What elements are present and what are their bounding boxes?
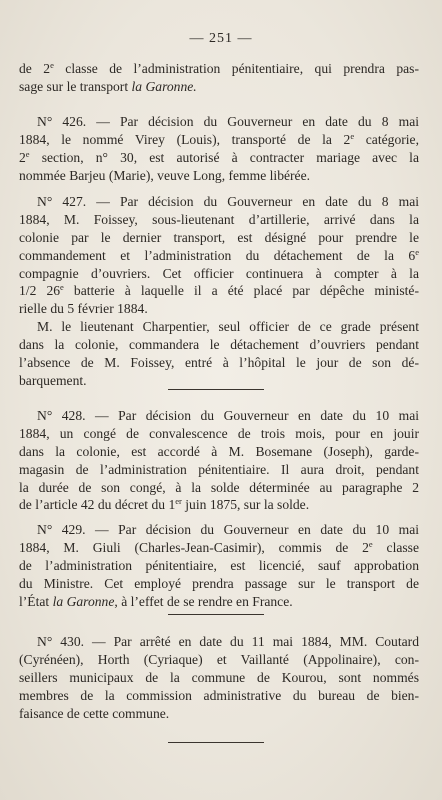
text-line: 1884, le nommé Virey (Louis), transporté de la 2e catégorie, <box>19 130 419 147</box>
decision-430 <box>19 633 419 722</box>
text-line: 1884, un congé de convalescence de trois mois, pour en jouir <box>19 425 419 441</box>
text-line: N° 426. — Par décision du Gouverneur en date du 8 mai <box>37 114 419 129</box>
text-line: de l’administration pénitentiaire, est licencié, sauf approbation <box>19 557 419 573</box>
text-line: barquement. <box>19 372 87 388</box>
text-line: N° 429. — Par décision du Gouverneur en date du 10 mai <box>37 522 419 537</box>
text-line: membres de la commission administrative du bureau de bien- <box>19 687 419 703</box>
text-line: faisance de cette commune. <box>19 705 170 721</box>
section-divider <box>168 389 264 390</box>
text-line: compagnie d’ouvriers. Cet officier continuera à compter à la <box>19 265 419 281</box>
decision-427 <box>19 193 419 390</box>
text-line: 2e section, n° 30, est autorisé à contracter mariage avec la <box>19 148 419 165</box>
text-line: 1884, M. Foissey, sous-lieutenant d’artillerie, arrivé dans la <box>19 211 419 227</box>
text-line: commandement et l’administration du détachement de la 6e <box>19 246 419 263</box>
text-line: colonie par le dernier transport, est désigné pour prendre le <box>19 229 419 245</box>
text-line: N° 428. — Par décision du Gouverneur en date du 10 mai <box>37 408 419 423</box>
section-divider <box>168 614 264 615</box>
text-line: dans la colonie, est accordé à M. Bosemane (Joseph), garde- <box>19 443 419 459</box>
text-line: l’absence de M. Foissey, entré à l’hôpital le jour de son dé- <box>19 355 419 371</box>
text-line: M. le lieutenant Charpentier, seul officier de ce grade présent <box>37 319 419 335</box>
section-divider <box>168 742 264 743</box>
text-line: de 2e classe de l’administration pénitentiaire, qui prendra pas- <box>19 60 419 76</box>
page-number: — 251 — <box>189 31 253 46</box>
text-line: N° 430. — Par arrêté en date du 11 mai 1884, MM. Coutard <box>37 634 419 649</box>
text-line: 1884, M. Giuli (Charles-Jean-Casimir), commis de 2e classe <box>19 538 419 555</box>
text-line: N° 427. — Par décision du Gouverneur en date du 8 mai <box>37 194 419 209</box>
text-line: 1/2 26e batterie à laquelle il a été placé par dépêche ministé- <box>19 282 419 299</box>
decision-426 <box>19 113 419 185</box>
text-line: dans la colonie, commandera le détachement d’ouvriers pendant <box>19 337 419 353</box>
text-line: magasin de l’administration pénitentiaire. Il aura droit, pendant <box>19 461 419 477</box>
text-line: de l’article 42 du décret du 1er juin 1875, sur la solde. <box>19 496 310 513</box>
paragraph-continuation <box>19 60 419 96</box>
text-line: du Ministre. Cet employé prendra passage sur le transport de <box>19 575 419 591</box>
text-line: l’État la Garonne, à l’effet de se rendre en France. <box>19 593 293 609</box>
decision-429 <box>19 521 419 610</box>
text-line: seillers municipaux de la commune de Kourou, sont nommés <box>19 669 419 685</box>
text-line: nommée Barjeu (Marie), veuve Long, femme libérée. <box>19 167 311 183</box>
text-line: la durée de son congé, à la solde déterminée au paragraphe 2 <box>19 479 419 495</box>
text-line: (Cyrénéen), Horth (Cyriaque) et Vaillanté (Appolinaire), con- <box>19 651 419 667</box>
text-line: sage sur le transport la Garonne. <box>19 78 197 94</box>
text-line: rielle du 5 février 1884. <box>19 301 148 317</box>
decision-428 <box>19 407 419 514</box>
